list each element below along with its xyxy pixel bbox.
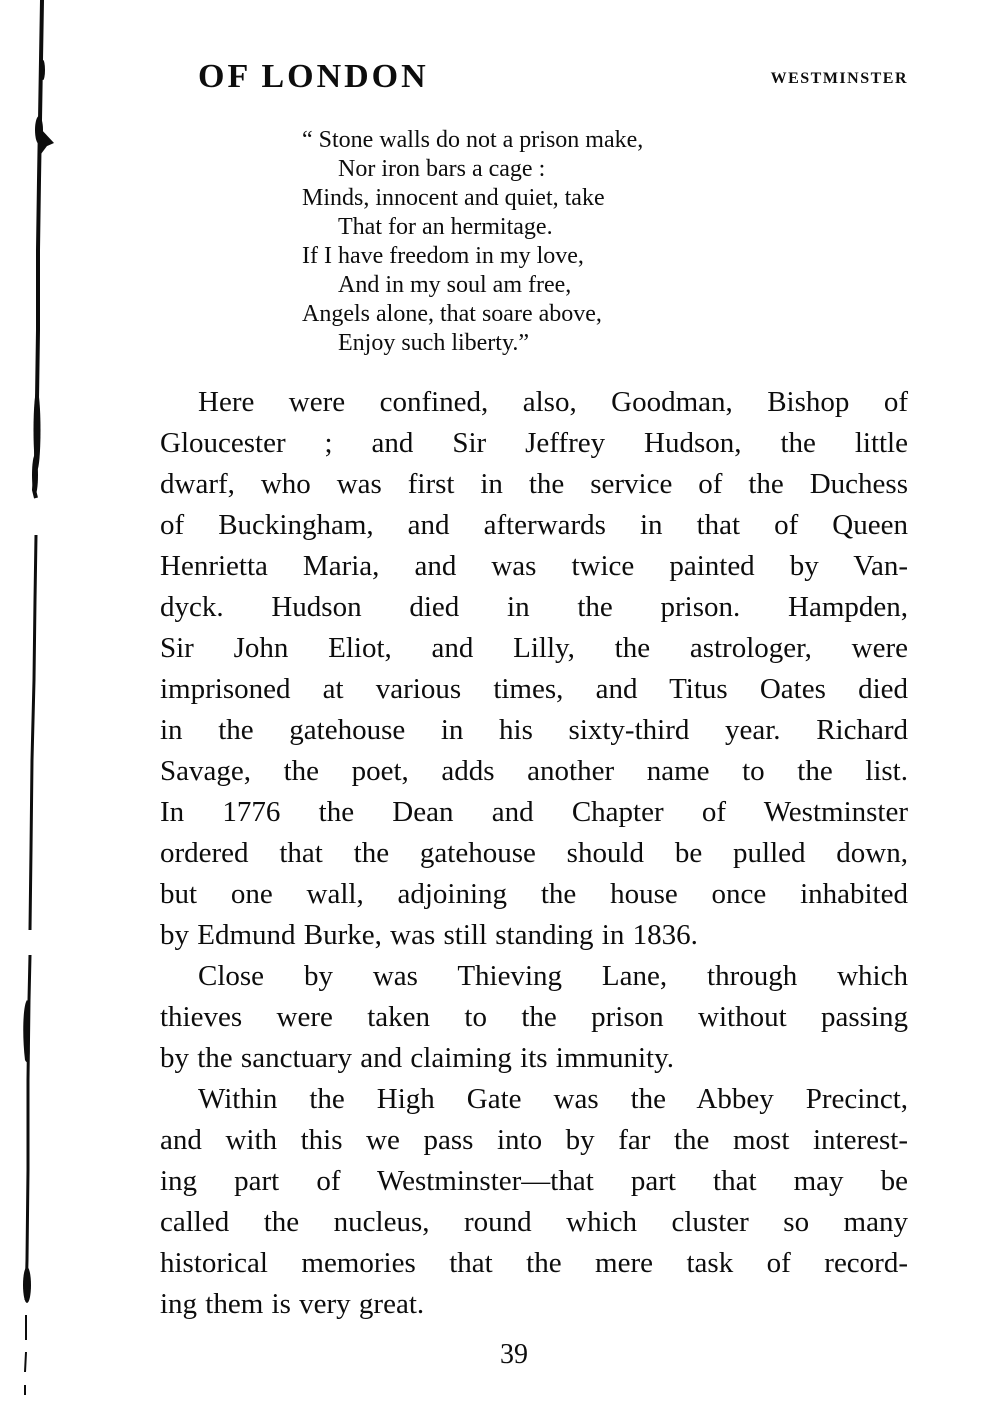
poem-line: “ Stone walls do not a prison make,	[302, 127, 644, 153]
text-line: Here were confined, also, Goodman, Bishop of	[198, 386, 908, 418]
text-line: ing part of Westminster—that part that may be	[160, 1165, 908, 1197]
text-line: Savage, the poet, adds another name to the list.	[160, 755, 908, 787]
text-line: by Edmund Burke, was still standing in 1836.	[160, 919, 698, 951]
running-head	[160, 58, 908, 96]
text-line: of Buckingham, and afterwards in that of Queen	[160, 509, 908, 541]
poem-line: Enjoy such liberty.”	[338, 330, 530, 356]
paragraph	[160, 382, 908, 956]
text-line: dyck. Hudson died in the prison. Hampden,	[160, 591, 908, 623]
text-line: and with this we pass into by far the most interest-	[160, 1124, 908, 1156]
running-head-section: WESTMINSTER	[770, 70, 908, 87]
text-line: In 1776 the Dean and Chapter of Westminster	[160, 796, 908, 828]
page-title: OF LONDON	[198, 58, 429, 95]
poem-line: If I have freedom in my love,	[302, 243, 584, 269]
text-line: Sir John Eliot, and Lilly, the astrologer, were	[160, 632, 908, 664]
poem-line: And in my soul am free,	[338, 272, 572, 298]
text-line: Close by was Thieving Lane, through which	[198, 960, 908, 992]
body-text	[160, 382, 908, 1325]
paragraph	[160, 1079, 908, 1325]
poem-line: That for an hermitage.	[338, 214, 553, 240]
text-line: historical memories that the mere task of record-	[160, 1247, 908, 1279]
scan-binding-edge-artifact	[0, 0, 80, 1421]
text-line: ordered that the gatehouse should be pulled down,	[160, 837, 908, 869]
text-line: dwarf, who was first in the service of the Duchess	[160, 468, 908, 500]
text-line: Henrietta Maria, and was twice painted by Van-	[160, 550, 908, 582]
text-line: called the nucleus, round which cluster so many	[160, 1206, 908, 1238]
text-line: imprisoned at various times, and Titus Oates died	[160, 673, 908, 705]
text-line: by the sanctuary and claiming its immunity.	[160, 1042, 674, 1074]
text-line: Within the High Gate was the Abbey Precinct,	[198, 1083, 908, 1115]
text-line: ing them is very great.	[160, 1288, 425, 1320]
paragraph	[160, 956, 908, 1079]
poem-line: Nor iron bars a cage :	[338, 156, 546, 182]
text-line: thieves were taken to the prison without passing	[160, 1001, 908, 1033]
book-page	[160, 58, 908, 1371]
poem-line: Minds, innocent and quiet, take	[302, 185, 605, 211]
poem-line: Angels alone, that soare above,	[302, 301, 602, 327]
text-line: in the gatehouse in his sixty-third year. Richard	[160, 714, 908, 746]
text-line: Gloucester ; and Sir Jeffrey Hudson, the little	[160, 427, 908, 459]
text-line: but one wall, adjoining the house once inhabited	[160, 878, 908, 910]
poem-quote	[302, 126, 908, 358]
page-number: 39	[500, 1339, 528, 1370]
